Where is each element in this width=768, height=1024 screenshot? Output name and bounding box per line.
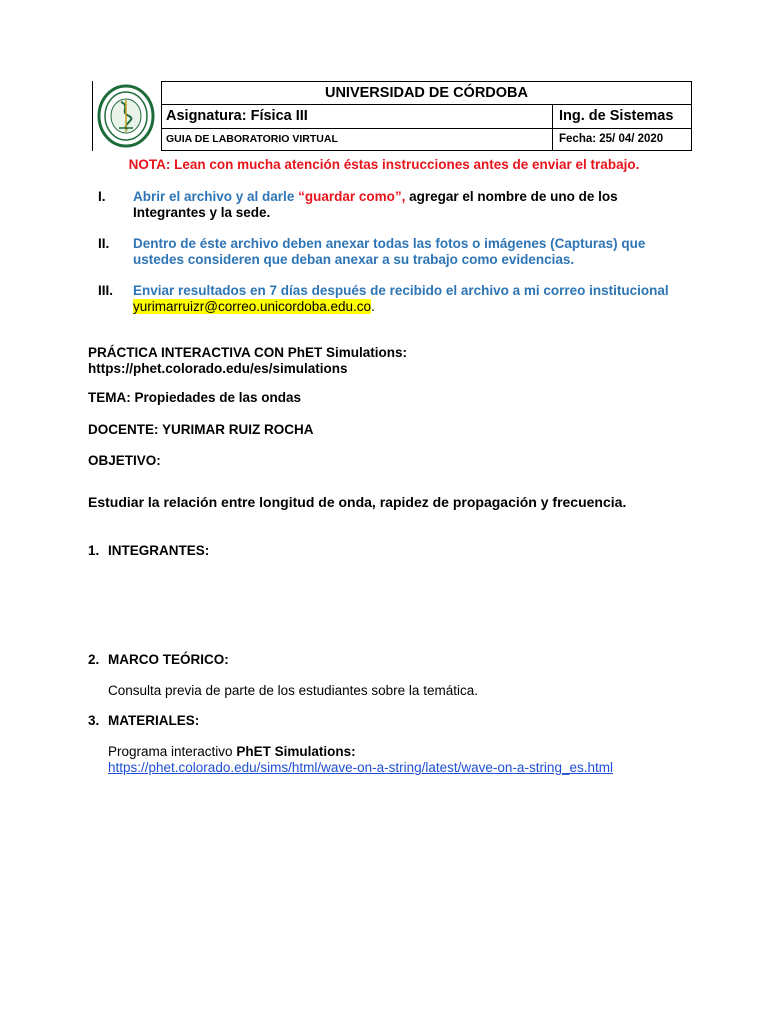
- instruction-1-part1: Abrir el archivo y al darle: [133, 189, 299, 204]
- university-seal-icon: [97, 84, 155, 148]
- header-table: [92, 81, 692, 151]
- note-text: NOTA: Lean con mucha atención éstas instrucciones antes de enviar el trabajo.: [128, 157, 640, 172]
- section-2-title: MARCO TEÓRICO:: [108, 652, 229, 667]
- numeral-3: III.: [98, 283, 114, 298]
- subject-label: Asignatura: Física III: [162, 105, 553, 128]
- section-integrantes: [88, 543, 209, 558]
- instruction-1-part2: agregar el nombre de uno de los Integrantes y la sede.: [133, 189, 618, 220]
- logo-cell: [92, 81, 159, 151]
- instruction-3: [133, 283, 678, 315]
- practice-title: PRÁCTICA INTERACTIVA CON PhET Simulations:: [88, 345, 408, 360]
- section-3-prefix: Programa interactivo: [108, 744, 237, 759]
- instruction-1: [133, 189, 678, 221]
- section-2-number: 2.: [88, 652, 100, 667]
- numeral-2: II.: [98, 236, 110, 251]
- section-marco-teorico: [88, 652, 229, 667]
- section-3-bold: PhET Simulations:: [236, 744, 356, 759]
- numeral-1: I.: [98, 189, 106, 204]
- objective-text: Estudiar la relación entre longitud de onda, rapidez de propagación y frecuencia.: [88, 494, 627, 510]
- section-3-number: 3.: [88, 713, 100, 728]
- section-2-body: Consulta previa de parte de los estudiantes sobre la temática.: [108, 683, 478, 698]
- section-1-title: INTEGRANTES:: [108, 543, 210, 558]
- simulation-link[interactable]: https://phet.colorado.edu/sims/html/wave-on-a-string/latest/wave-on-a-string_es.html: [108, 760, 613, 775]
- section-3-title: MATERIALES:: [108, 713, 200, 728]
- header-row-guide: [162, 129, 691, 150]
- instruction-3-text: Enviar resultados en 7 días después de recibido el archivo a mi correo institucional: [133, 283, 669, 298]
- date-label: Fecha: 25/ 04/ 2020: [559, 133, 664, 145]
- section-materiales: [88, 713, 199, 728]
- header-row-subject: [162, 105, 691, 129]
- practice-url[interactable]: https://phet.colorado.edu/es/simulations: [88, 361, 348, 376]
- section-3-body: [108, 744, 356, 759]
- program-label: Ing. de Sistemas: [559, 108, 674, 124]
- objective-label: OBJETIVO:: [88, 453, 161, 468]
- email-address[interactable]: yurimarruizr@correo.unicordoba.edu.co: [133, 299, 372, 314]
- teacher-label: DOCENTE: YURIMAR RUIZ ROCHA: [88, 422, 314, 437]
- university-name: UNIVERSIDAD DE CÓRDOBA: [162, 82, 691, 105]
- guide-label: GUIA DE LABORATORIO VIRTUAL: [162, 129, 553, 150]
- section-1-number: 1.: [88, 543, 100, 558]
- header-info-table: [161, 81, 692, 151]
- topic-label: TEMA: Propiedades de las ondas: [88, 390, 302, 405]
- instruction-1-quoted: “guardar como”,: [298, 189, 406, 204]
- instruction-3-end: .: [371, 299, 375, 314]
- instruction-2: Dentro de éste archivo deben anexar todas las fotos o imágenes (Capturas) que ustedes consideren que deban anexar a su trabajo como evidencias.: [133, 236, 646, 267]
